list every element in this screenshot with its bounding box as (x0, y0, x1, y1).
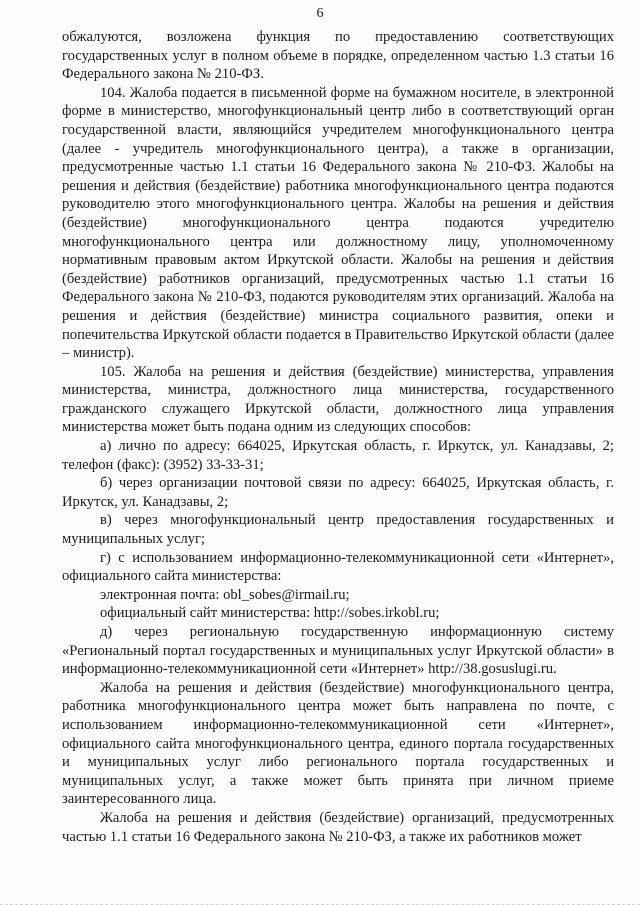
paragraph-continuation: обжалуются, возложена функция по предоставлению соответствующих государственных услуг в полном объеме в порядке, определенном частью 1.3 статьи 16 Федерального закона № 210-ФЗ. (62, 29, 614, 83)
scan-edge (0, 896, 640, 905)
paragraph-mfc-complaint: Жалоба на решения и действия (бездействие) многофункционального центра, работника многофункционального центра может быть направлена по почте, с использованием информационно-телекоммуникационной сети «Интернет», официального сайта многофункционального центра, единого портала государственных и муниципальных услуг либо регионального портала государственных и муниципальных услуг, а также может быть принята при личном приеме заинтересованного лица. (62, 679, 614, 808)
list-item-v: в) через многофункциональный центр предоставления государственных и муниципальных услуг; (62, 512, 614, 548)
list-item-d: д) через региональную государственную информационную систему «Региональный портал государственных и муниципальных услуг Иркутской области» в информационно-телекоммуникационной сети «Интернет» http://38.gosuslugi.ru. (62, 624, 614, 678)
paragraph-105: 105. Жалоба на решения и действия (бездействие) министерства, управления министерства, министра, должностного лица министерства, государственного гражданского служащего Иркутской области, должностного лица управления министерства может быть подана одним из следующих способов: (62, 363, 614, 436)
list-item-g: г) с использованием информационно-телекоммуникационной сети «Интернет», официального сайта министерства: (62, 549, 614, 585)
paragraph-104: 104. Жалоба подается в письменной форме на бумажном носителе, в электронной форме в министерство, многофункциональный центр либо в соответствующий орган государственной власти, являющийся учредителем многофункционального центра (далее - учредитель многофункционального центра), а также в организации, предусмотренные частью 1.1 статьи 16 Федерального закона № 210-ФЗ. Жалобы на решения и действия (бездействие) работника многофункционального центра подаются руководителю этого многофункционального центра. Жалобы на решения и действия (бездействие) многофункционального центра подаются учредителю многофункционального центра или должностному лицу, уполномоченному нормативным правовым актом Иркутской области. Жалобы на решения и действия (бездействие) работников организаций, предусмотренных частью 1.1 статьи 16 Федерального закона № 210-ФЗ, подаются руководителям этих организаций. Жалоба на решения и действия (бездействие) министра социального развития, опеки и попечительства Иркутской области подается в Правительство Иркутской области (далее – министр). (62, 84, 614, 362)
email-line: электронная почта: obl_sobes@irmail.ru; (100, 586, 350, 603)
document-body (62, 28, 614, 846)
paragraph-organizations-complaint: Жалоба на решения и действия (бездействие) организаций, предусмотренных частью 1.1 статьи 16 Федерального закона № 210-ФЗ, а также их работников может (62, 809, 614, 845)
page-number: 6 (316, 6, 324, 21)
list-item-b: б) через организации почтовой связи по адресу: 664025, Иркутская область, г. Иркутск, ул. Канадзавы, 2; (62, 475, 614, 510)
website-line: официальный сайт министерства: http://sobes.irkobl.ru; (100, 605, 440, 622)
list-item-a: а) лично по адресу: 664025, Иркутская область, г. Иркутск, ул. Канадзавы, 2; телефон (факс): (3952) 33-33-31; (62, 438, 614, 473)
